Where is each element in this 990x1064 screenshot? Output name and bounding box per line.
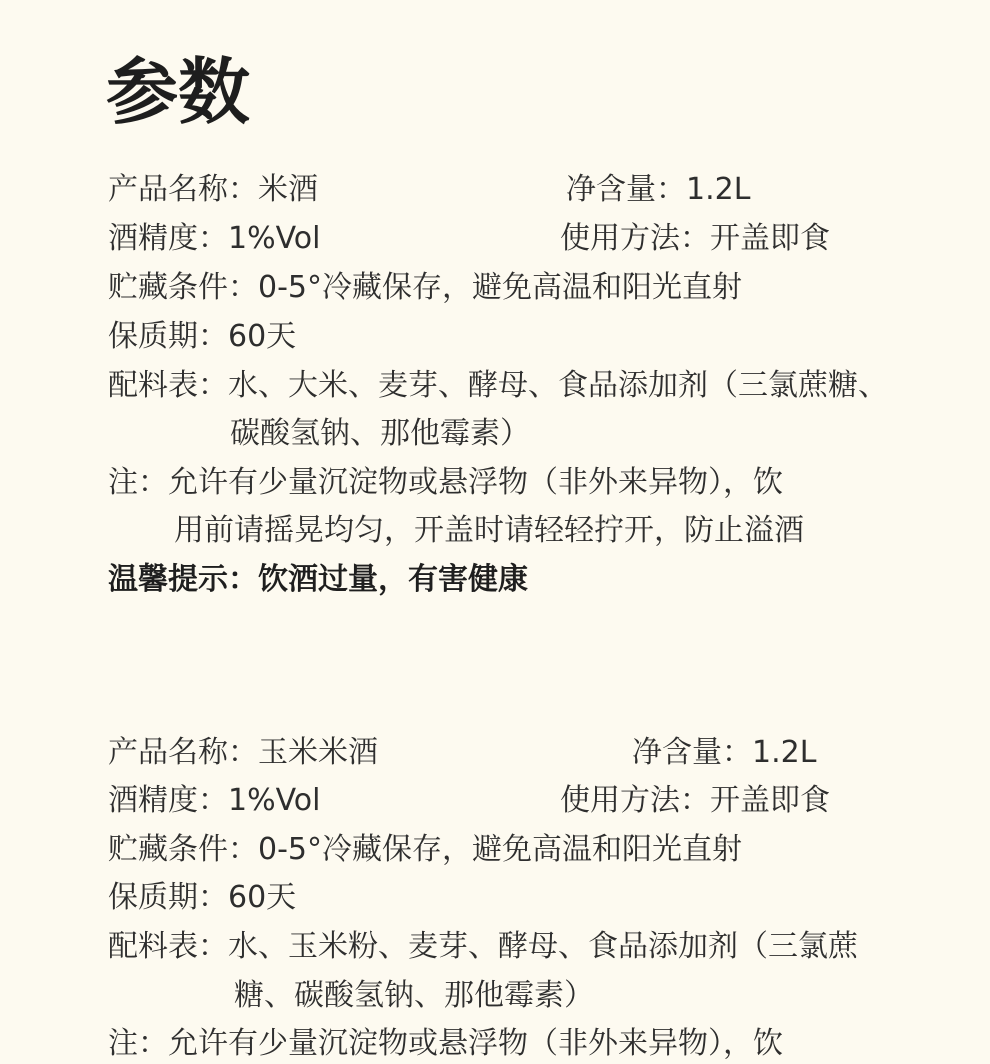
product2-net-content: 净含量：1.2L [632, 735, 817, 770]
product1-usage: 使用方法：开盖即食 [560, 221, 830, 256]
product2-ingredients-line1: 配料表：水、玉米粉、麦芽、酵母、食品添加剂（三氯蔗 [108, 929, 858, 964]
product1-name: 产品名称：米酒 [108, 172, 318, 207]
product2-storage: 贮藏条件：0-5°冷藏保存，避免高温和阳光直射 [108, 832, 742, 867]
product1-alcohol: 酒精度：1%Vol [108, 221, 321, 256]
product2-note-line1: 注：允许有少量沉淀物或悬浮物（非外来异物），饮 [108, 1026, 783, 1061]
product1-ingredients-line2: 碳酸氢钠、那他霉素） [230, 416, 530, 451]
product1-storage: 贮藏条件：0-5°冷藏保存，避免高温和阳光直射 [108, 270, 742, 305]
product2-usage: 使用方法：开盖即食 [560, 783, 830, 818]
product2-ingredients-line2: 糖、碳酸氢钠、那他霉素） [234, 978, 594, 1013]
product1-net-content: 净含量：1.2L [566, 172, 751, 207]
product2-name: 产品名称：玉米米酒 [108, 735, 378, 770]
product2-alcohol: 酒精度：1%Vol [108, 783, 321, 818]
product1-warning-tip: 温馨提示：饮酒过量，有害健康 [108, 562, 528, 597]
product1-ingredients-line1: 配料表：水、大米、麦芽、酵母、食品添加剂（三氯蔗糖、 [108, 368, 888, 403]
page-title: 参数 [106, 50, 251, 134]
product2-shelf-life: 保质期：60天 [108, 880, 297, 915]
product1-note-line2: 用前请摇晃均匀，开盖时请轻轻拧开，防止溢酒 [174, 513, 804, 548]
product1-shelf-life: 保质期：60天 [108, 319, 297, 354]
product1-note-line1: 注：允许有少量沉淀物或悬浮物（非外来异物），饮 [108, 465, 783, 500]
